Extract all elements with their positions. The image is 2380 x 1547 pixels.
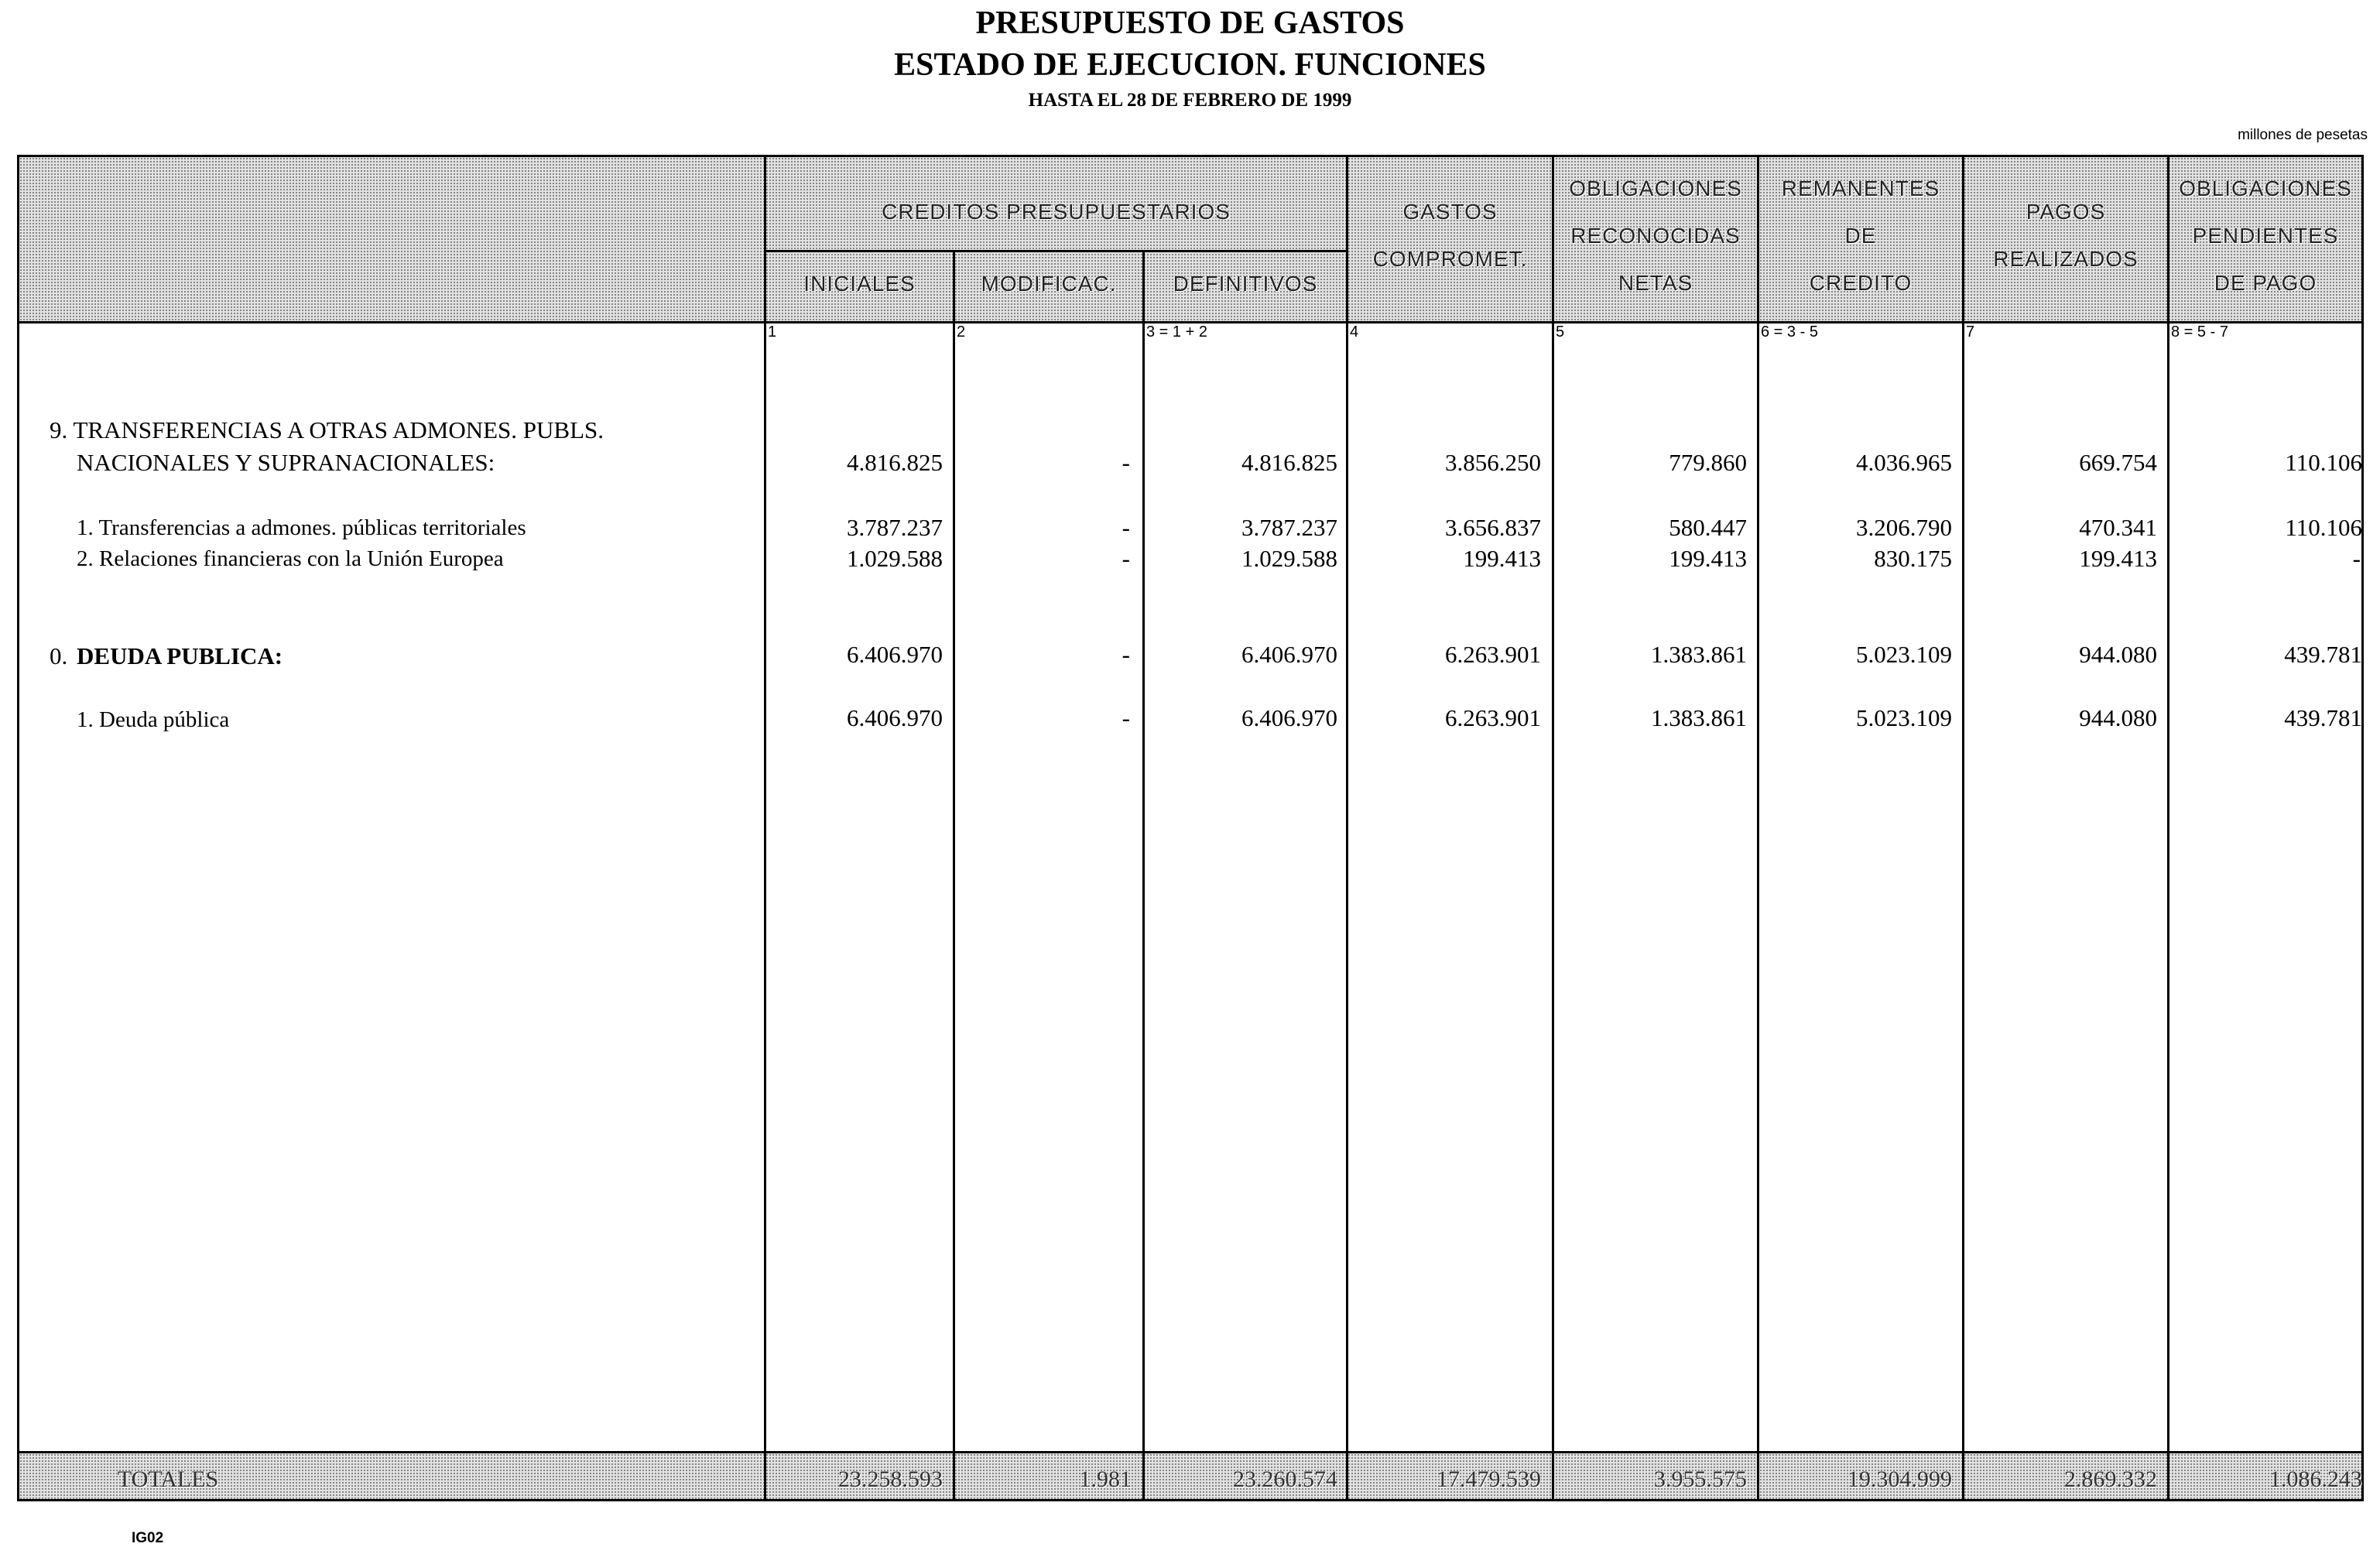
header-creditos: CREDITOS PRESUPUESTARIOS <box>882 200 1231 224</box>
col-number-6: 6 = 3 - 5 <box>1761 323 1818 341</box>
header-remanentes: REMANENTES DE CREDITO <box>1781 176 1940 295</box>
row-label-territoriales: 1. Transferencias a admones. públicas territoriales <box>77 515 526 540</box>
header-iniciales: INICIALES <box>803 272 916 296</box>
cell-obligaciones-pendientes: 439.781 <box>2284 641 2362 668</box>
cell-modificac: - <box>1122 641 1130 668</box>
col-number-1: 1 <box>768 323 777 341</box>
budget-table <box>17 155 2364 1501</box>
cell-pagos-realizados: 944.080 <box>2079 704 2157 731</box>
cell-definitivos: 4.816.825 <box>1241 449 1337 476</box>
total-obligaciones-reconocidas: 3.955.575 <box>1654 1467 1747 1492</box>
document-date: HASTA EL 28 DE FEBRERO DE 1999 <box>1028 90 1352 111</box>
cell-obligaciones-reconocidas: 779.860 <box>1669 449 1747 476</box>
cell-iniciales: 4.816.825 <box>847 449 943 476</box>
cell-definitivos: 6.406.970 <box>1241 704 1337 731</box>
cell-gastos-comprometidos: 3.656.837 <box>1445 514 1541 541</box>
col-number-8: 8 = 5 - 7 <box>2171 323 2228 341</box>
total-definitivos: 23.260.574 <box>1233 1467 1337 1492</box>
col-divider <box>1552 157 1554 1499</box>
cell-gastos-comprometidos: 6.263.901 <box>1445 641 1541 668</box>
header-gastos: GASTOS COMPROMET. <box>1372 200 1528 271</box>
total-gastos-comprometidos: 17.479.539 <box>1437 1467 1541 1492</box>
cell-iniciales: 6.406.970 <box>847 704 943 731</box>
row-label-transferencias-1: 9. TRANSFERENCIAS A OTRAS ADMONES. PUBLS. <box>50 416 604 443</box>
cell-definitivos: 3.787.237 <box>1241 514 1337 541</box>
totals-top-rule <box>19 1451 2361 1453</box>
cell-obligaciones-reconocidas: 1.383.861 <box>1651 704 1747 731</box>
total-iniciales: 23.258.593 <box>838 1467 943 1492</box>
row-label-deuda-publica: DEUDA PUBLICA: <box>77 642 283 669</box>
cell-remanentes: 3.206.790 <box>1856 514 1952 541</box>
cell-obligaciones-reconocidas: 580.447 <box>1669 514 1747 541</box>
col-number-3: 3 = 1 + 2 <box>1146 323 1207 341</box>
cell-pagos-realizados: 470.341 <box>2079 514 2157 541</box>
cell-remanentes: 830.175 <box>1874 545 1952 572</box>
col-divider <box>1346 157 1348 1499</box>
col-divider <box>953 250 955 1499</box>
cell-iniciales: 6.406.970 <box>847 641 943 668</box>
col-divider <box>764 157 766 1499</box>
cell-definitivos: 6.406.970 <box>1241 641 1337 668</box>
cell-gastos-comprometidos: 3.856.250 <box>1445 449 1541 476</box>
units-note: millones de pesetas <box>2238 127 2368 143</box>
totals-band <box>19 1453 2361 1499</box>
header-pagos: PAGOS REALIZADOS <box>1993 200 2139 271</box>
cell-modificac: - <box>1122 704 1130 731</box>
cell-pagos-realizados: 944.080 <box>2079 641 2157 668</box>
total-modificac: 1.981 <box>1079 1467 1132 1492</box>
row-label-deuda-publica-sub: 1. Deuda pública <box>77 707 230 732</box>
cell-remanentes: 5.023.109 <box>1856 641 1952 668</box>
document-title: PRESUPUESTO DE GASTOS <box>975 5 1405 41</box>
header-obligaciones-pendientes: OBLIGACIONES PENDIENTES DE PAGO <box>2179 176 2352 295</box>
cell-obligaciones-pendientes: 439.781 <box>2284 704 2362 731</box>
cell-obligaciones-reconocidas: 199.413 <box>1669 545 1747 572</box>
row-label-union-europea: 2. Relaciones financieras con la Unión Europea <box>77 546 504 571</box>
cell-modificac: - <box>1122 514 1130 541</box>
cell-pagos-realizados: 669.754 <box>2079 449 2157 476</box>
cell-modificac: - <box>1122 545 1130 572</box>
cell-modificac: - <box>1122 449 1130 476</box>
cell-obligaciones-pendientes: 110.106 <box>2285 514 2362 541</box>
col-number-4: 4 <box>1350 323 1359 341</box>
total-remanentes: 19.304.999 <box>1847 1467 1952 1492</box>
total-obligaciones-pendientes: 1.086.243 <box>2269 1467 2362 1492</box>
cell-gastos-comprometidos: 6.263.901 <box>1445 704 1541 731</box>
totals-label: TOTALES <box>118 1467 219 1492</box>
cell-remanentes: 4.036.965 <box>1856 449 1952 476</box>
document-subtitle: ESTADO DE EJECUCION. FUNCIONES <box>894 47 1486 83</box>
col-number-7: 7 <box>1966 323 1975 341</box>
col-divider <box>1757 157 1759 1499</box>
cell-iniciales: 3.787.237 <box>847 514 943 541</box>
total-pagos-realizados: 2.869.332 <box>2064 1467 2157 1492</box>
col-divider <box>1142 250 1145 1499</box>
cell-gastos-comprometidos: 199.413 <box>1463 545 1541 572</box>
footer-code: IG02 <box>132 1530 164 1546</box>
cell-obligaciones-reconocidas: 1.383.861 <box>1651 641 1747 668</box>
cell-iniciales: 1.029.588 <box>847 545 943 572</box>
row-label-transferencias-2: NACIONALES Y SUPRANACIONALES: <box>77 449 495 476</box>
col-divider <box>1962 157 1964 1499</box>
header-modificac: MODIFICAC. <box>981 272 1117 296</box>
cell-definitivos: 1.029.588 <box>1241 545 1337 572</box>
cell-pagos-realizados: 199.413 <box>2079 545 2157 572</box>
row-label-deuda-publica-number: 0. <box>50 642 68 669</box>
header-obligaciones-reconocidas: OBLIGACIONES RECONOCIDAS NETAS <box>1569 176 1742 295</box>
cell-obligaciones-pendientes: 110.106 <box>2285 449 2362 476</box>
cell-remanentes: 5.023.109 <box>1856 704 1952 731</box>
col-divider <box>2167 157 2169 1499</box>
header-definitivos: DEFINITIVOS <box>1173 272 1318 296</box>
creditos-subheader-rule <box>764 250 1348 252</box>
cell-obligaciones-pendientes: - <box>2352 545 2361 572</box>
col-number-5: 5 <box>1556 323 1565 341</box>
col-number-2: 2 <box>957 323 966 341</box>
